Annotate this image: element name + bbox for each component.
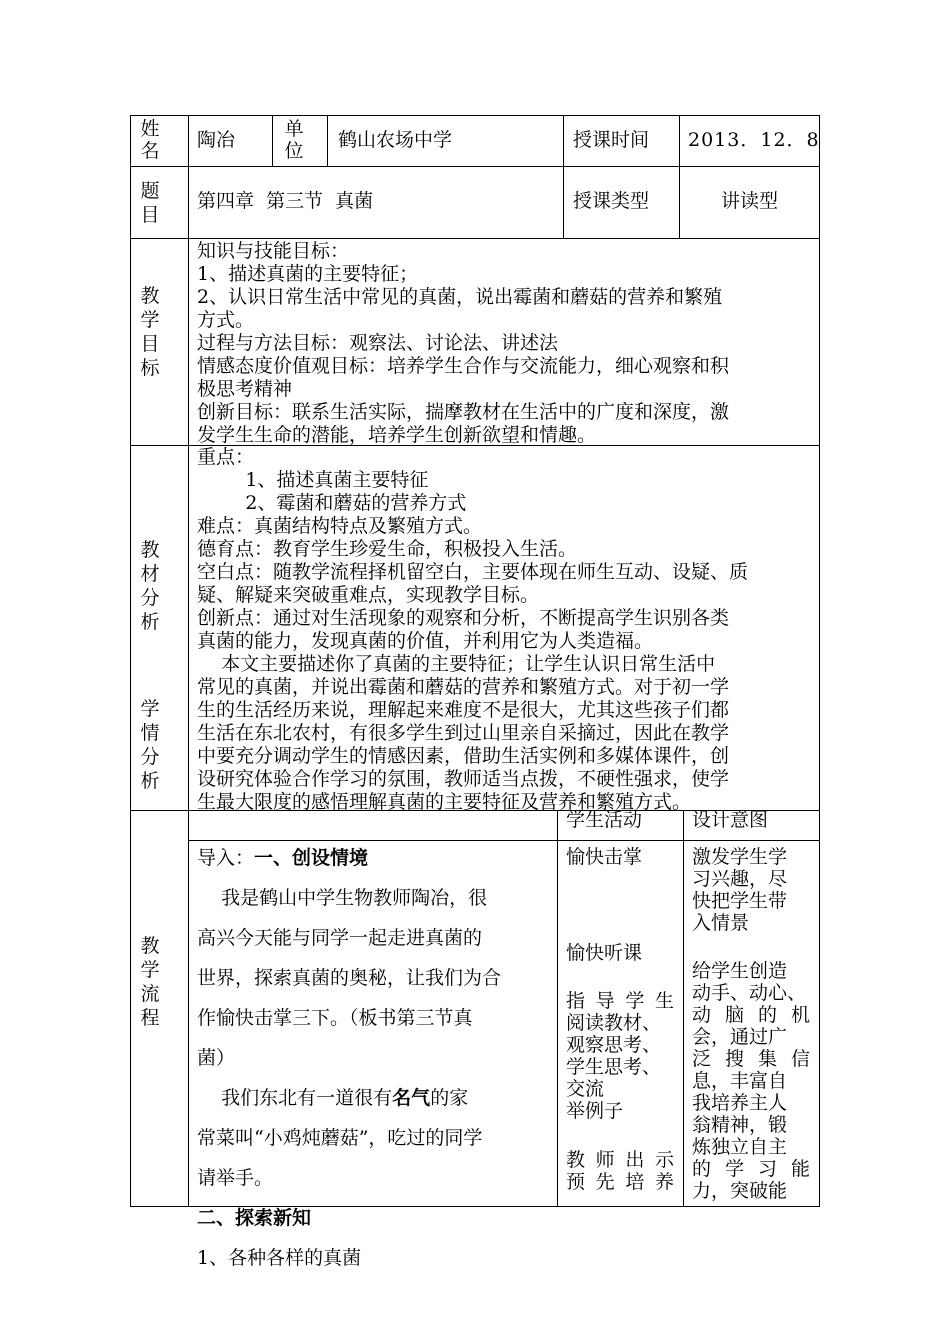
table-border-top: [130, 115, 820, 116]
para1-line: 作愉快击掌三下。（板书第三节真: [197, 1007, 473, 1029]
analysis-text: [197, 446, 817, 814]
analysis-line: 生活在东北农村，有很多学生到过山里亲自采摘过，因此在教学: [197, 722, 730, 744]
analysis-line: 中要充分调动学生的情感因素，借助生活实例和多媒体课件，创: [197, 745, 730, 767]
time-value: 2013．12．8: [688, 129, 820, 151]
activity-item: 愉快击掌: [566, 846, 643, 868]
col-divider-time-label: [563, 115, 564, 239]
student-activities: [566, 846, 678, 868]
goal-line: 2、认识日常生活中常见的真菌，说出霉菌和蘑菇的营养和繁殖: [197, 286, 723, 308]
col-divider-time-value: [679, 115, 680, 239]
analysis-line: 重点：: [197, 446, 255, 468]
activity-item: 学生思考、: [566, 1056, 662, 1078]
student-activities-3: [566, 990, 678, 1122]
intent-line: 激发学生学: [692, 846, 788, 868]
activity-item: 教 师 出 示: [566, 1149, 674, 1171]
intent-line: 翁精神，锻: [692, 1114, 788, 1136]
goal-line: 发学生生命的潜能，培养学生创新欲望和情趣。: [197, 424, 597, 446]
goal-line: 极思考精神: [197, 378, 293, 400]
activity-item: 交流: [566, 1078, 605, 1100]
analysis-line: 创新点：通过对生活现象的观察和分析，不断提高学生识别各类: [197, 607, 730, 629]
section-heading: 二、探索新知: [197, 1207, 312, 1229]
analysis-line: 设研究体验合作学习的氛围，教师适当点拨，不硬性强求，使学: [197, 768, 730, 790]
goal-line: 知识与技能目标：: [197, 240, 350, 262]
subsection-heading: 1、各种各样的真菌: [197, 1247, 362, 1269]
analysis-line: 1、描述真菌主要特征: [197, 469, 429, 491]
intent-line: 炼独立自主: [692, 1136, 788, 1158]
intent-line: 快把学生带: [692, 890, 788, 912]
intent-line: 动 脑 的 机: [692, 1004, 810, 1026]
intent-line: 给学生创造: [692, 960, 788, 982]
table-border-left: [130, 115, 131, 1207]
row-divider-2: [130, 238, 820, 239]
goal-line: 过程与方法目标：观察法、讨论法、讲述法: [197, 332, 559, 354]
analysis-line: 2、霉菌和蘑菇的营养方式: [197, 492, 467, 514]
intent-line: 动手、动心、: [692, 982, 807, 1004]
intent-line: 的 学 习 能: [692, 1158, 810, 1180]
design-intent: [692, 846, 816, 934]
para1-line: 世界，探索真菌的奥秘，让我们为合: [197, 967, 502, 989]
intent-line: 泛 搜 集 信: [692, 1048, 810, 1070]
material-analysis-label: 教 材 分 析: [140, 539, 160, 633]
student-activity-header: 学生活动: [566, 809, 643, 831]
analysis-line: 空白点：随教学流程择机留空白，主要体现在师生互动、设疑、质: [197, 561, 749, 583]
col-divider-unit-value: [327, 115, 328, 167]
goals-text: [197, 240, 817, 447]
activity-item: 阅读教材、: [566, 1012, 662, 1034]
analysis-line: 常见的真菌，并说出霉菌和蘑菇的营养和繁殖方式。对于初一学: [197, 676, 730, 698]
intent-line: 我培养主人: [692, 1092, 788, 1114]
analysis-line: 生最大限度的感悟理解真菌的主要特征及营养和繁殖方式。: [197, 791, 692, 813]
col-divider-unit: [272, 115, 273, 167]
topic-value: 第四章 第三节 真菌: [197, 190, 374, 212]
activity-item: 举例子: [566, 1100, 624, 1122]
analysis-line: 生的生活经历来说，理解起来难度不是很大，尤其这些孩子们都: [197, 699, 730, 721]
intro-heading: 一、创设情境: [254, 847, 369, 869]
goal-line: 1、描述真菌的主要特征；: [197, 263, 419, 285]
process-content: [197, 838, 553, 1278]
intent-line: 入情景: [692, 912, 750, 934]
intent-line: 力，突破能: [692, 1180, 788, 1202]
student-activities-4: [566, 1149, 678, 1193]
col-divider-student: [557, 810, 558, 1207]
analysis-line: 疑、解疑来突破重难点，实现教学目标。: [197, 584, 540, 606]
activity-item: 观察思考、: [566, 1034, 662, 1056]
activity-item: 指 导 学 生: [566, 990, 674, 1012]
type-value: 讲读型: [720, 190, 778, 212]
para2-line: 常菜叫“小鸡炖蘑菇”，吃过的同学: [197, 1127, 483, 1149]
process-label: 教 学 流 程: [140, 935, 160, 1029]
goal-line: 情感态度价值观目标：培养学生合作与交流能力，细心观察和积: [197, 355, 730, 377]
bold-word: 名气: [392, 1087, 431, 1109]
para1-line: 高兴今天能与同学一起走进真菌的: [197, 927, 483, 949]
intent-line: 习兴趣，尽: [692, 868, 788, 890]
goals-label: 教 学 目 标: [140, 285, 160, 379]
analysis-line: 真菌的能力，发现真菌的价值，并利用它为人类造福。: [197, 630, 654, 652]
col-divider-label: [188, 115, 189, 1207]
intro-line: [197, 838, 553, 878]
analysis-line: 本文主要描述你了真菌的主要特征；让学生认识日常生活中: [197, 653, 716, 675]
design-intent-header: 设计意图: [692, 809, 769, 831]
col-divider-design: [683, 810, 684, 1207]
goal-line: 方式。: [197, 309, 255, 331]
goal-line: 创新目标：联系生活实际，揣摩教材在生活中的广度和深度，激: [197, 401, 730, 423]
para2-line: 请举手。: [197, 1167, 274, 1189]
para1-line: 我是鹤山中学生物教师陶冶，很: [197, 887, 488, 909]
activity-item: 愉快听课: [566, 942, 643, 964]
intent-line: 会，通过广: [692, 1026, 788, 1048]
analysis-line: 德育点：教育学生珍爱生命，积极投入生活。: [197, 538, 578, 560]
student-analysis-label: 学 情 分 析: [140, 698, 160, 792]
row-divider-1: [130, 166, 820, 167]
design-intent-2: [692, 960, 816, 1202]
unit-label: 单 位: [284, 118, 304, 162]
intro-prefix: 导入：: [197, 847, 255, 869]
name-label: 姓 名: [140, 118, 160, 162]
analysis-line: 难点：真菌结构特点及繁殖方式。: [197, 515, 483, 537]
name-value: 陶冶: [197, 129, 236, 151]
para2-line: 我们东北有一道很有名气的家: [197, 1087, 469, 1109]
time-label: 授课时间: [573, 129, 650, 151]
para1-line: 菌）: [197, 1047, 236, 1069]
activity-item: 预 先 培 养: [566, 1171, 674, 1193]
unit-value: 鹤山农场中学: [338, 129, 453, 151]
intent-line: 息，丰富自: [692, 1070, 788, 1092]
table-border-right: [819, 115, 820, 1207]
type-label: 授课类型: [573, 190, 650, 212]
topic-label: 题 目: [140, 180, 160, 226]
student-activities-2: [566, 942, 678, 964]
